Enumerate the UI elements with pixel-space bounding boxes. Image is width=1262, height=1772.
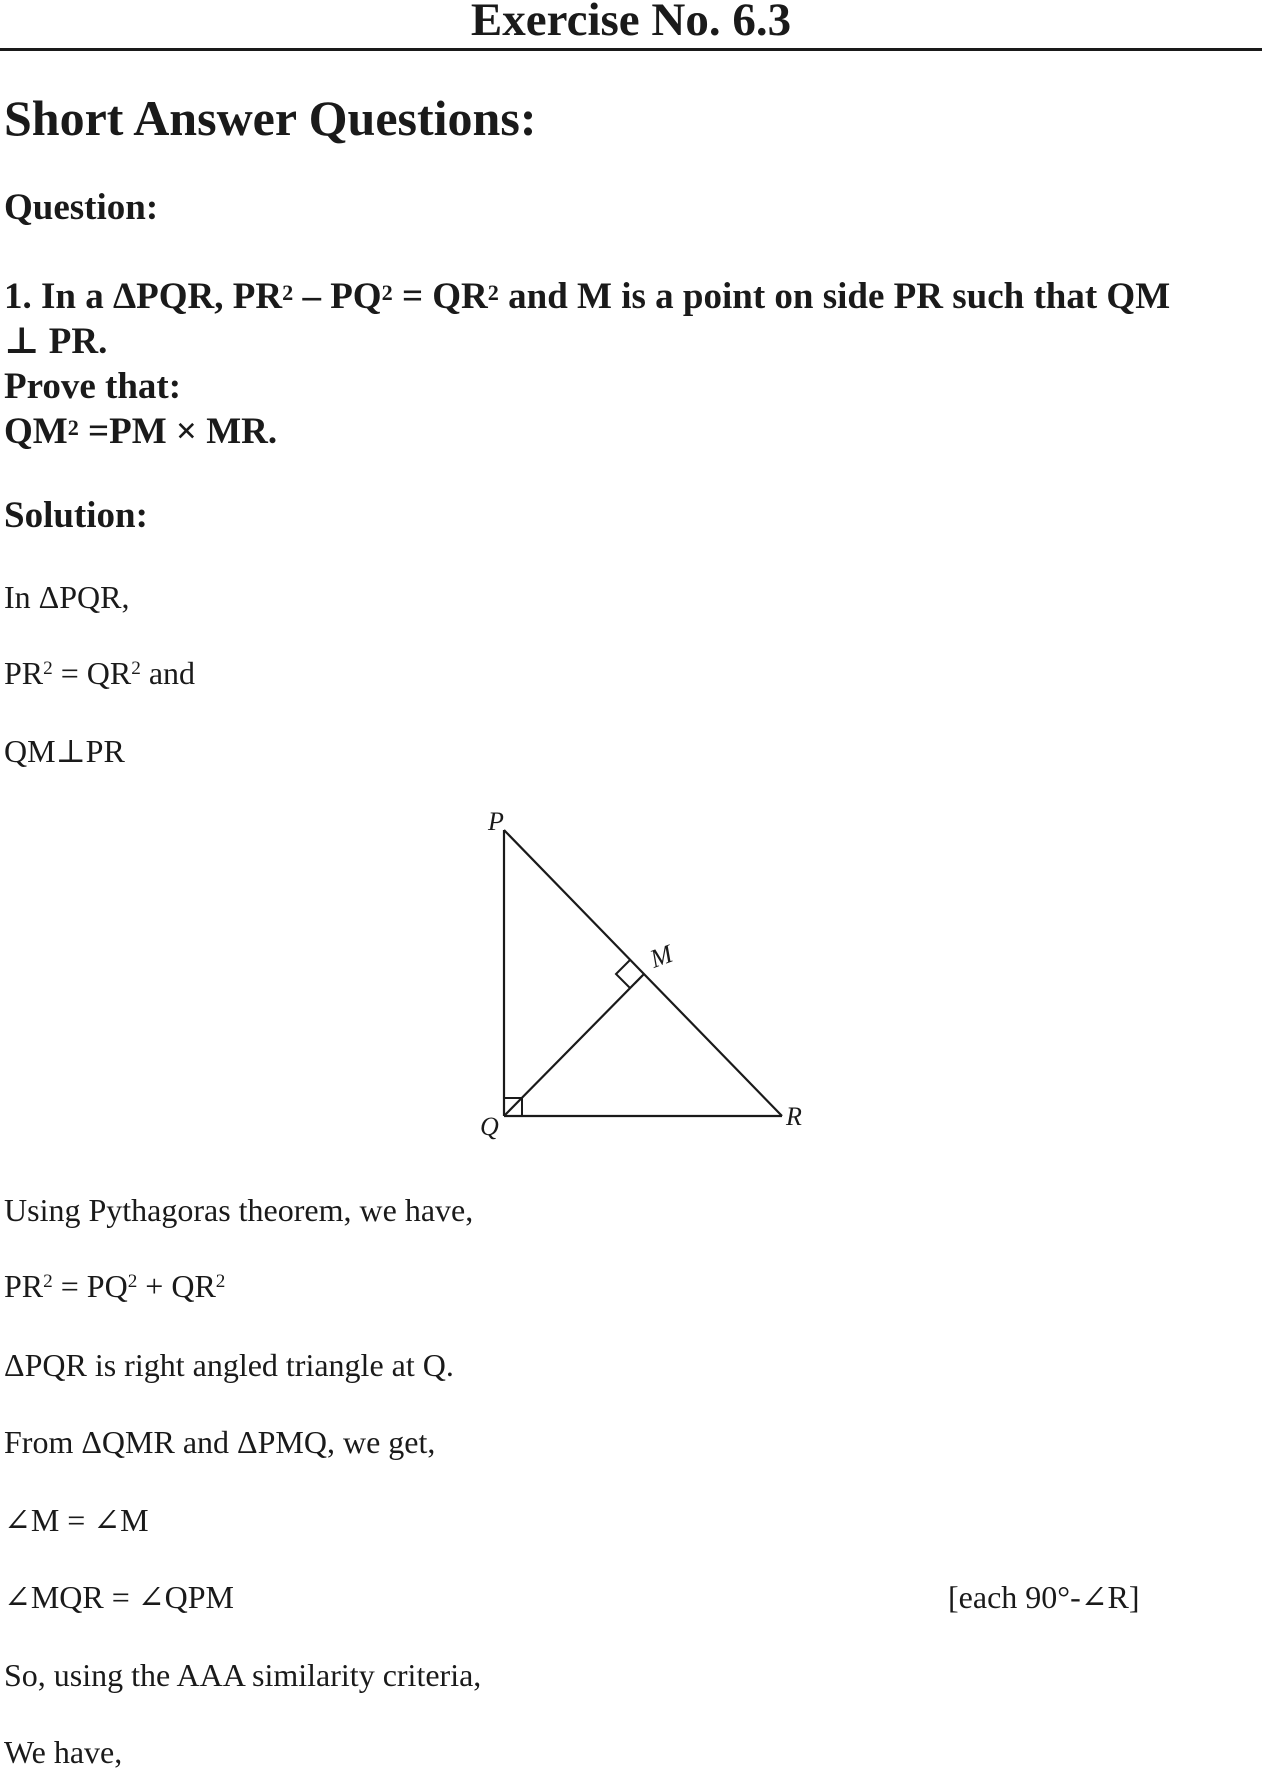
solution-line: We have, — [4, 1734, 123, 1770]
question-text-part: 1. In a ΔPQR, PR — [4, 276, 283, 317]
prove-statement — [4, 410, 277, 454]
triangle-figure — [470, 810, 830, 1150]
question-line-2: ⊥ PR. — [4, 321, 108, 362]
vertex-label-p: P — [488, 810, 504, 836]
header-rule — [0, 48, 1262, 51]
superscript: 2 — [67, 415, 79, 440]
solution-text-part: PR — [4, 1268, 44, 1304]
point-label-m: M — [646, 938, 677, 974]
solution-text-part: + QR — [137, 1268, 216, 1304]
superscript: 2 — [381, 280, 393, 305]
solution-line: Using Pythagoras theorem, we have, — [4, 1192, 474, 1228]
question-text-part: – PQ — [293, 276, 382, 317]
prove-label: Prove that: — [4, 366, 182, 407]
vertex-label-r: R — [786, 1102, 802, 1131]
solution-line — [4, 1266, 225, 1306]
solution-label: Solution: — [4, 495, 148, 536]
superscript: 2 — [487, 280, 499, 305]
superscript: 2 — [282, 280, 294, 305]
question-line-1 — [4, 275, 1170, 319]
vertex-label-q: Q — [480, 1112, 499, 1141]
solution-line: From ΔQMR and ΔPMQ, we get, — [4, 1424, 436, 1460]
solution-line: ∠M = ∠M — [4, 1502, 149, 1538]
section-title: Short Answer Questions: — [4, 90, 537, 146]
solution-line: In ΔPQR, — [4, 579, 130, 615]
solution-line: ∠MQR = ∠QPM — [4, 1579, 234, 1615]
superscript: 2 — [131, 658, 141, 679]
solution-text-part: and — [140, 655, 196, 691]
solution-line: ΔPQR is right angled triangle at Q. — [4, 1347, 454, 1383]
question-label: Question: — [4, 187, 159, 228]
prove-text-part: =PM × MR. — [78, 411, 278, 452]
superscript: 2 — [43, 658, 53, 679]
triangle-diagram — [470, 810, 830, 1150]
superscript: 2 — [215, 1271, 226, 1292]
solution-text-part: PR — [4, 655, 44, 691]
solution-line: QM⊥PR — [4, 733, 125, 769]
superscript: 2 — [43, 1271, 53, 1292]
exercise-title: Exercise No. 6.3 — [470, 0, 792, 46]
question-text-part: and M is a point on side PR such that QM — [498, 276, 1171, 317]
solution-text-part: = PQ — [52, 1268, 128, 1304]
solution-line: So, using the AAA similarity criteria, — [4, 1657, 482, 1693]
right-angle-mark-m — [616, 960, 630, 988]
prove-text-part: QM — [4, 411, 68, 452]
question-text-part: = QR — [392, 276, 488, 317]
superscript: 2 — [127, 1271, 138, 1292]
segment-qm — [504, 974, 644, 1116]
solution-text-part: = QR — [52, 655, 132, 691]
solution-line — [4, 653, 195, 693]
solution-reason: [each 90°-∠R] — [948, 1579, 1140, 1615]
